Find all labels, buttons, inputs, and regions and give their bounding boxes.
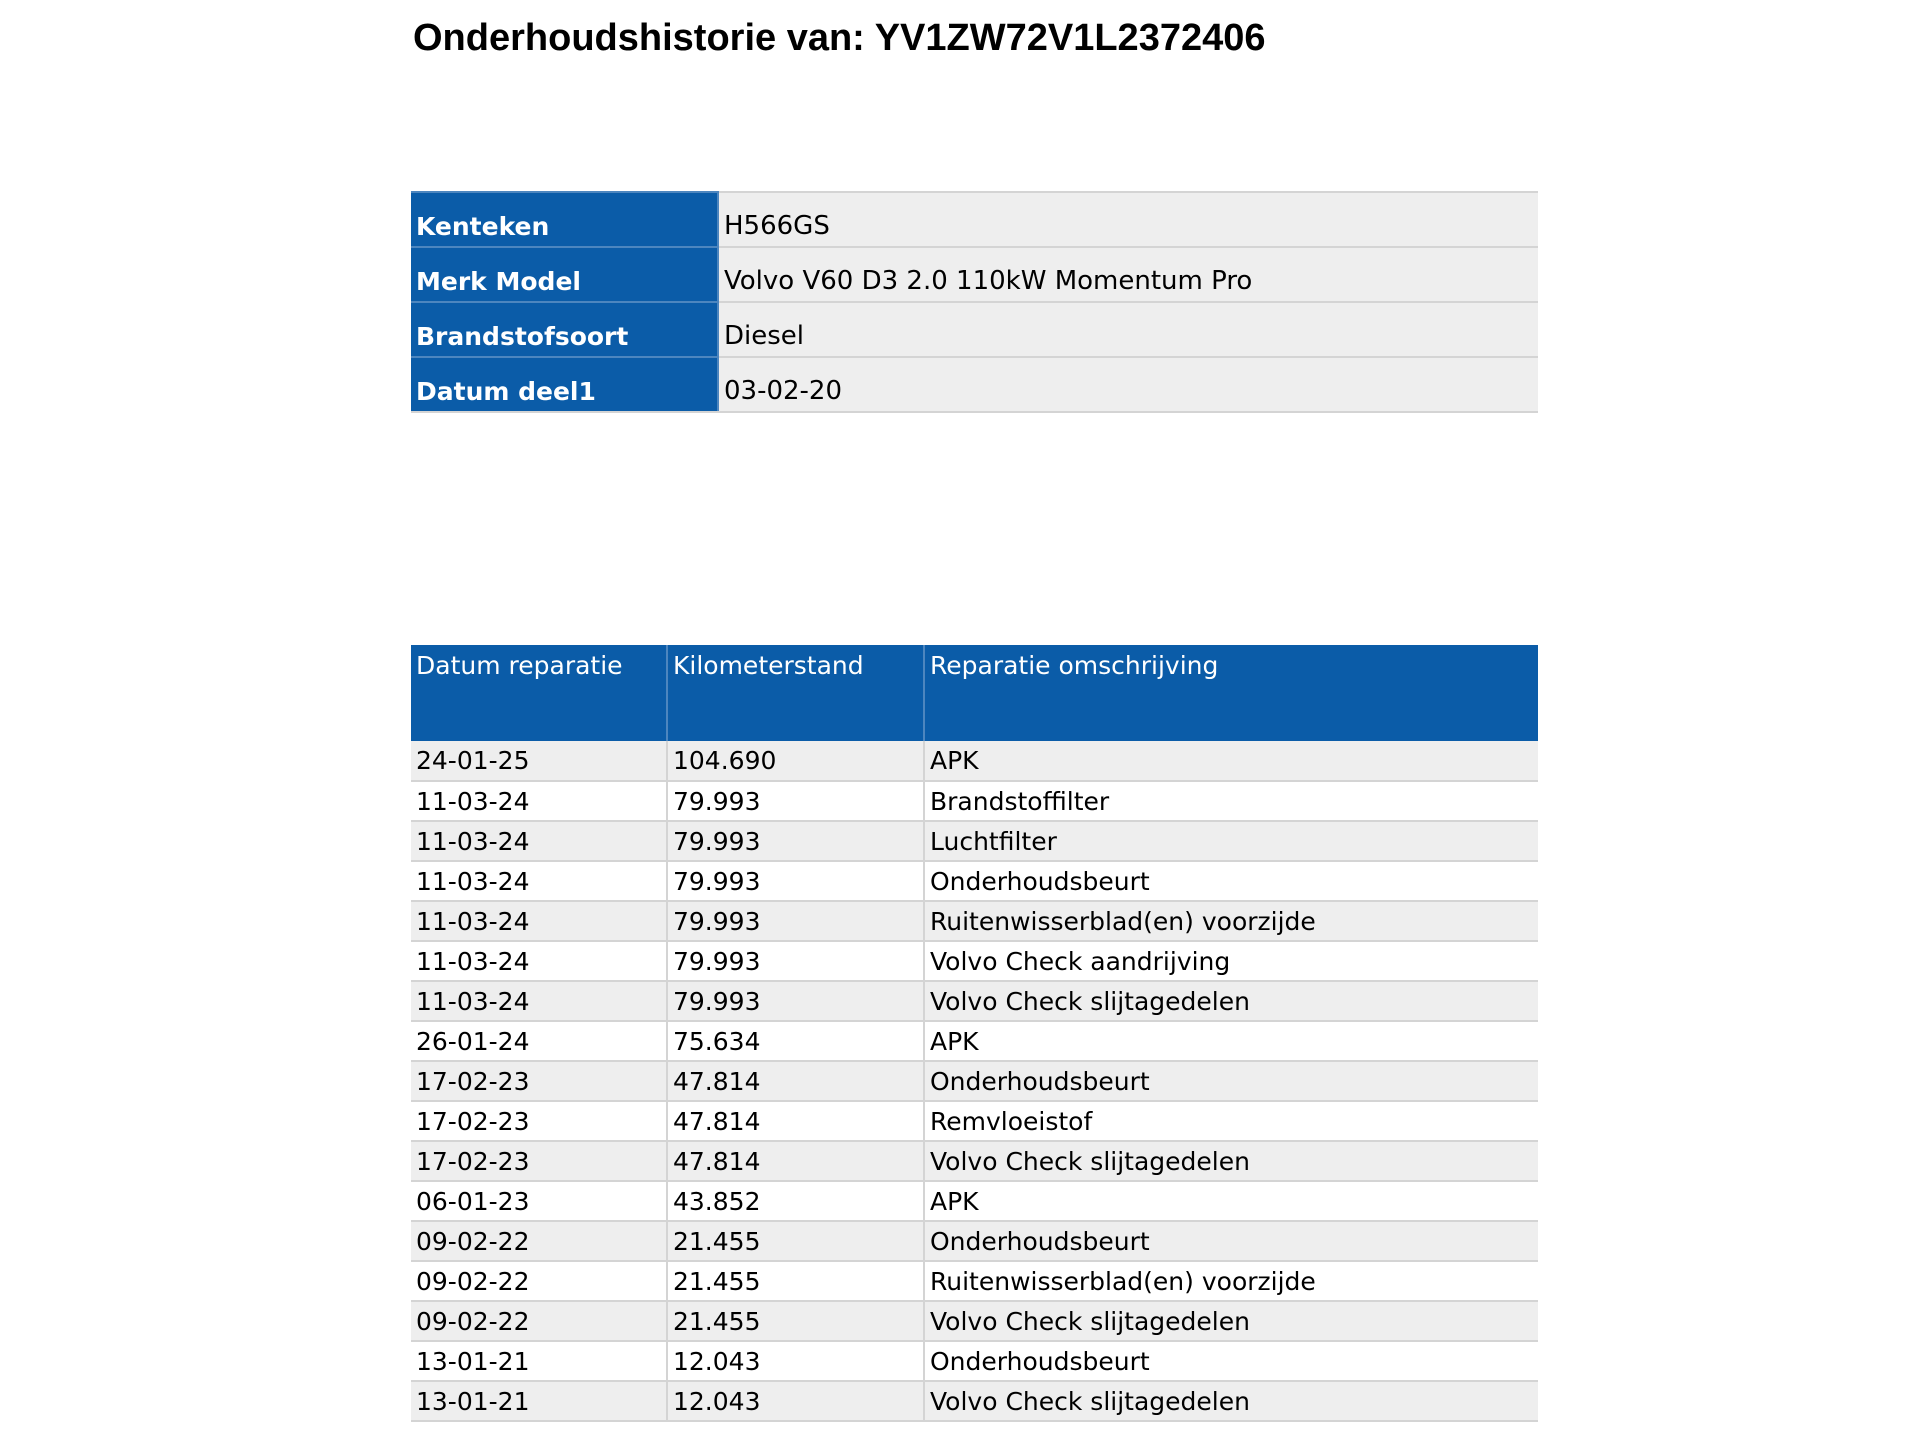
table-row: [411, 1341, 1538, 1381]
info-value: 03-02-20: [718, 357, 1538, 412]
table-row: [411, 1101, 1538, 1141]
info-row-merk-model: [411, 247, 1538, 302]
table-row: [411, 821, 1538, 861]
cell-datum: 13-01-21: [411, 1381, 667, 1421]
cell-kilometerstand: 104.690: [667, 741, 924, 781]
cell-datum: 11-03-24: [411, 781, 667, 821]
cell-kilometerstand: 79.993: [667, 781, 924, 821]
info-label: Datum deel1: [411, 357, 718, 412]
cell-omschrijving: APK: [924, 741, 1538, 781]
info-label: Brandstofsoort: [411, 302, 718, 357]
info-row-brandstofsoort: [411, 302, 1538, 357]
maintenance-history-table: [411, 645, 1538, 1422]
info-label: Merk Model: [411, 247, 718, 302]
cell-omschrijving: APK: [924, 1021, 1538, 1061]
info-value: Volvo V60 D3 2.0 110kW Momentum Pro: [718, 247, 1538, 302]
cell-omschrijving: Ruitenwisserblad(en) voorzijde: [924, 1261, 1538, 1301]
info-value: H566GS: [718, 192, 1538, 247]
cell-omschrijving: Onderhoudsbeurt: [924, 1061, 1538, 1101]
cell-kilometerstand: 43.852: [667, 1181, 924, 1221]
table-row: [411, 741, 1538, 781]
cell-omschrijving: Ruitenwisserblad(en) voorzijde: [924, 901, 1538, 941]
cell-omschrijving: APK: [924, 1181, 1538, 1221]
cell-datum: 11-03-24: [411, 901, 667, 941]
info-row-datum-deel1: [411, 357, 1538, 412]
cell-kilometerstand: 21.455: [667, 1261, 924, 1301]
cell-omschrijving: Volvo Check slijtagedelen: [924, 981, 1538, 1021]
cell-omschrijving: Brandstoffilter: [924, 781, 1538, 821]
table-header-row: [411, 645, 1538, 741]
column-header-kilometerstand: Kilometerstand: [667, 645, 924, 741]
cell-datum: 13-01-21: [411, 1341, 667, 1381]
cell-datum: 11-03-24: [411, 981, 667, 1021]
column-header-datum: Datum reparatie: [411, 645, 667, 741]
page-title: Onderhoudshistorie van: YV1ZW72V1L2372406: [413, 17, 1266, 59]
table-row: [411, 981, 1538, 1021]
table-row: [411, 1141, 1538, 1181]
cell-datum: 17-02-23: [411, 1141, 667, 1181]
cell-datum: 24-01-25: [411, 741, 667, 781]
cell-omschrijving: Volvo Check slijtagedelen: [924, 1301, 1538, 1341]
cell-omschrijving: Onderhoudsbeurt: [924, 1341, 1538, 1381]
cell-kilometerstand: 79.993: [667, 821, 924, 861]
table-row: [411, 781, 1538, 821]
cell-omschrijving: Volvo Check slijtagedelen: [924, 1141, 1538, 1181]
cell-datum: 26-01-24: [411, 1021, 667, 1061]
cell-kilometerstand: 79.993: [667, 941, 924, 981]
table-row: [411, 1021, 1538, 1061]
cell-kilometerstand: 21.455: [667, 1301, 924, 1341]
table-row: [411, 941, 1538, 981]
cell-kilometerstand: 47.814: [667, 1141, 924, 1181]
cell-omschrijving: Remvloeistof: [924, 1101, 1538, 1141]
table-row: [411, 1181, 1538, 1221]
cell-kilometerstand: 47.814: [667, 1101, 924, 1141]
table-row: [411, 1381, 1538, 1421]
cell-kilometerstand: 79.993: [667, 981, 924, 1021]
table-row: [411, 901, 1538, 941]
cell-kilometerstand: 79.993: [667, 861, 924, 901]
cell-datum: 06-01-23: [411, 1181, 667, 1221]
table-row: [411, 1221, 1538, 1261]
cell-omschrijving: Volvo Check aandrijving: [924, 941, 1538, 981]
vehicle-info-table: [411, 191, 1538, 413]
cell-datum: 09-02-22: [411, 1221, 667, 1261]
info-label: Kenteken: [411, 192, 718, 247]
table-row: [411, 1061, 1538, 1101]
table-row: [411, 861, 1538, 901]
cell-kilometerstand: 79.993: [667, 901, 924, 941]
cell-datum: 11-03-24: [411, 941, 667, 981]
cell-kilometerstand: 75.634: [667, 1021, 924, 1061]
cell-datum: 09-02-22: [411, 1261, 667, 1301]
table-row: [411, 1261, 1538, 1301]
cell-datum: 17-02-23: [411, 1101, 667, 1141]
cell-omschrijving: Volvo Check slijtagedelen: [924, 1381, 1538, 1421]
cell-datum: 09-02-22: [411, 1301, 667, 1341]
cell-omschrijving: Onderhoudsbeurt: [924, 1221, 1538, 1261]
cell-datum: 11-03-24: [411, 821, 667, 861]
history-table-body: [411, 741, 1538, 1421]
cell-kilometerstand: 12.043: [667, 1341, 924, 1381]
cell-omschrijving: Luchtfilter: [924, 821, 1538, 861]
info-value: Diesel: [718, 302, 1538, 357]
cell-kilometerstand: 21.455: [667, 1221, 924, 1261]
cell-omschrijving: Onderhoudsbeurt: [924, 861, 1538, 901]
cell-kilometerstand: 47.814: [667, 1061, 924, 1101]
table-row: [411, 1301, 1538, 1341]
info-row-kenteken: [411, 192, 1538, 247]
cell-kilometerstand: 12.043: [667, 1381, 924, 1421]
cell-datum: 17-02-23: [411, 1061, 667, 1101]
column-header-omschrijving: Reparatie omschrijving: [924, 645, 1538, 741]
cell-datum: 11-03-24: [411, 861, 667, 901]
